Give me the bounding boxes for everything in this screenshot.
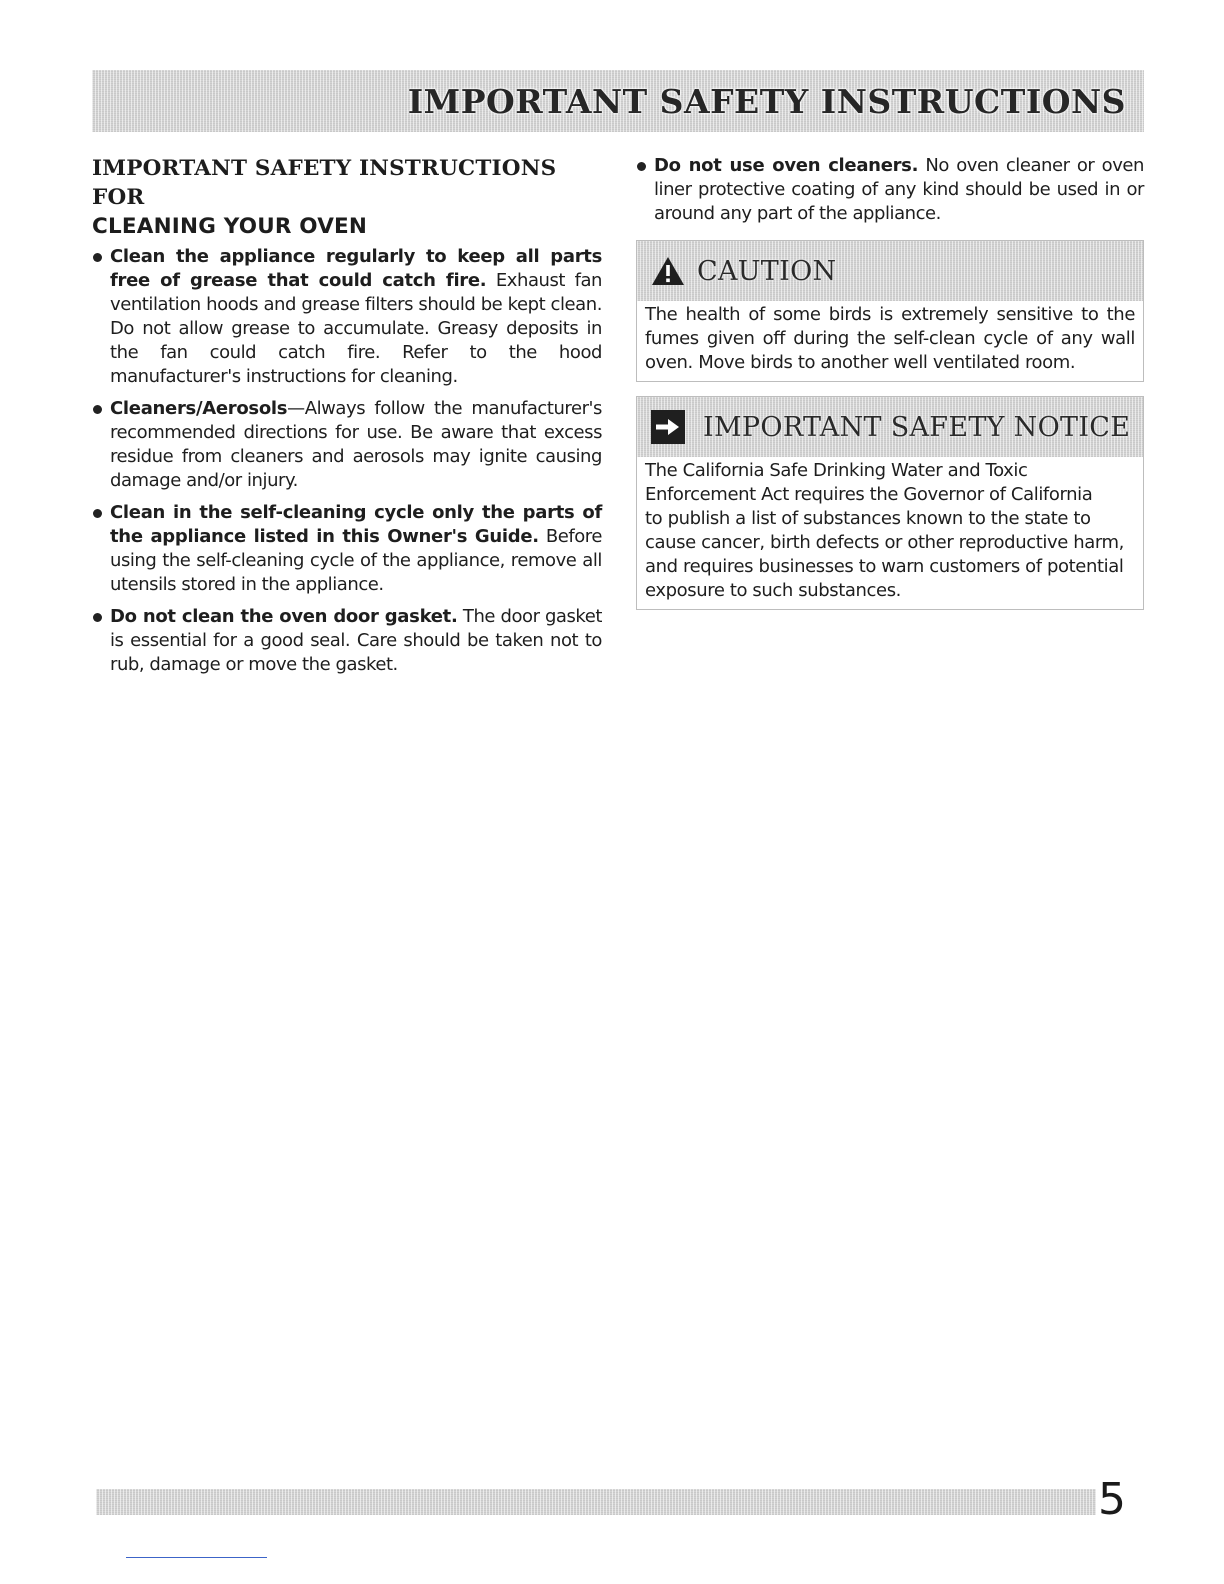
bullet-bold-text: Do not clean the oven door gasket. bbox=[110, 606, 458, 627]
bullet-text: The door gasket is essential for a good seal. Care should be taken not to rub, damage or move the gasket. bbox=[110, 606, 602, 675]
caution-label: CAUTION bbox=[697, 255, 837, 287]
header-band bbox=[92, 70, 1144, 132]
notice-line: to publish a list of substances known to the state to bbox=[645, 508, 1091, 529]
bullet-bold-text: Cleaners/Aerosols bbox=[110, 398, 288, 419]
caution-text: The health of some birds is extremely sensitive to the fumes given off during the self-clean cycle of any wall oven. Move birds to another well ventilated room. bbox=[645, 304, 1135, 373]
arrow-right-icon bbox=[651, 410, 685, 444]
bullet-text: —Always follow the manufacturer's recommended directions for use. Be aware that excess residue from cleaners and aerosols may ignite causing damage and/or injury. bbox=[110, 398, 602, 491]
bullet-dot-icon bbox=[93, 405, 102, 414]
bullet-dot-icon bbox=[93, 509, 102, 518]
notice-line: and requires businesses to warn customers of potential bbox=[645, 556, 1124, 577]
bullet-text: Before using the self-cleaning cycle of the appliance, remove all utensils stored in the appliance. bbox=[110, 526, 602, 595]
caution-header bbox=[637, 241, 1143, 301]
right-column bbox=[636, 154, 1144, 610]
bullet-item bbox=[92, 605, 602, 677]
bullet-dot-icon bbox=[93, 253, 102, 262]
notice-line: The California Safe Drinking Water and Toxic bbox=[645, 460, 1028, 481]
bullet-item bbox=[92, 245, 602, 389]
safety-notice-text bbox=[637, 457, 1143, 609]
safety-notice-label: IMPORTANT SAFETY NOTICE bbox=[703, 411, 1131, 443]
bullet-item bbox=[92, 501, 602, 597]
notice-line: cause cancer, birth defects or other reproductive harm, bbox=[645, 532, 1124, 553]
bullet-dot-icon bbox=[637, 162, 646, 171]
caution-box bbox=[636, 240, 1144, 382]
notice-line: exposure to such substances. bbox=[645, 580, 901, 601]
safety-notice-box bbox=[636, 396, 1144, 610]
page-header-title: IMPORTANT SAFETY INSTRUCTIONS bbox=[407, 81, 1126, 121]
warning-triangle-icon bbox=[651, 255, 685, 287]
section-heading-line2: CLEANING YOUR OVEN bbox=[92, 214, 368, 239]
section-heading bbox=[92, 154, 602, 241]
footer-band bbox=[96, 1489, 1096, 1515]
notice-line: Enforcement Act requires the Governor of California bbox=[645, 484, 1093, 505]
safety-notice-header bbox=[637, 397, 1143, 457]
bullet-bold-text: Clean the appliance regularly to keep all parts free of grease that could catch fire. bbox=[110, 246, 602, 291]
bullet-item bbox=[636, 154, 1144, 226]
bullet-text: Exhaust fan ventilation hoods and grease filters should be kept clean. Do not allow grease to accumulate. Greasy deposits in the fan could catch fire. Refer to the hood manufacturer's instructions for cleaning. bbox=[110, 270, 602, 387]
bullet-bold-text: Do not use oven cleaners. bbox=[654, 155, 919, 176]
section-heading-line1: IMPORTANT SAFETY INSTRUCTIONS FOR bbox=[92, 156, 557, 210]
page-number: 5 bbox=[1098, 1474, 1126, 1525]
bullet-item bbox=[92, 397, 602, 493]
bullet-text: No oven cleaner or oven liner protective coating of any kind should be used in or around any part of the appliance. bbox=[654, 155, 1144, 224]
bottom-link-rule bbox=[126, 1557, 267, 1558]
left-column bbox=[92, 154, 602, 685]
bullet-dot-icon bbox=[93, 613, 102, 622]
bullet-bold-text: Clean in the self-cleaning cycle only the parts of the appliance listed in this Owner's Guide. bbox=[110, 502, 602, 547]
